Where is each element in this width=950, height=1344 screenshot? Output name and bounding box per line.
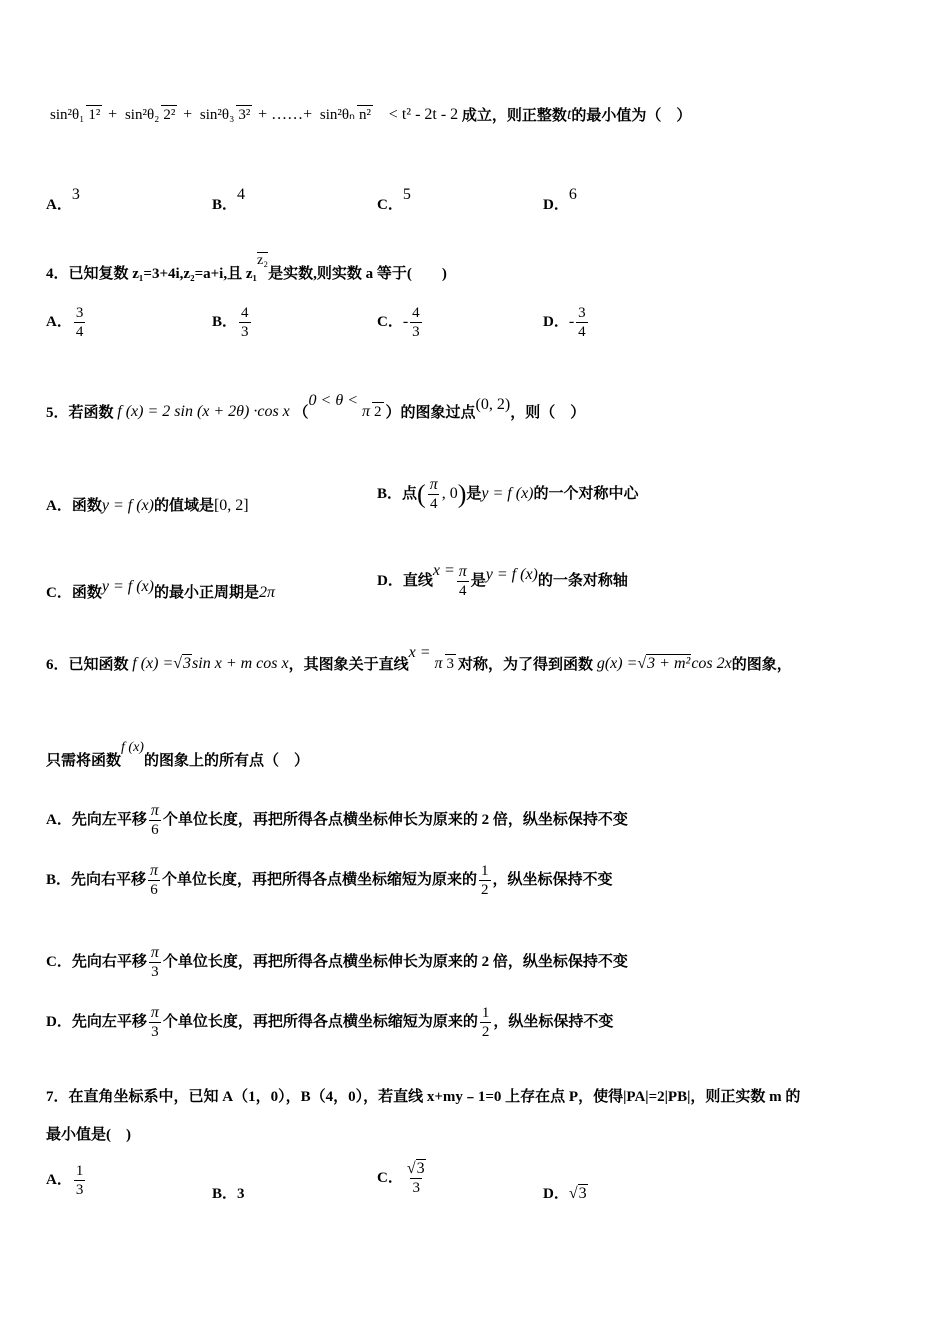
q7-option-a[interactable]: A． $\frac{1}{3}$ <box>46 1163 84 1198</box>
q3-term-2: sin²θ₂ 2² <box>124 106 176 124</box>
q3-option-d[interactable]: D．6 <box>543 186 577 213</box>
q4-option-c[interactable]: C．- $\frac{4}{3}$ <box>377 305 420 340</box>
q6-stem: 6．已知函数 f (x) =√3sin x + m cos x，其图象关于直线x =π 3 对称，为了得到函数 g(x) =√3 + m²cos 2x的图象， <box>46 644 792 674</box>
q3-term-3: sin²θ₃ 3² <box>199 106 251 124</box>
q6-option-a[interactable]: A．先向左平移 $\frac{\pi}{6}$ 个单位长度，再把所得各点横坐标伸长为原来的 2 倍，纵坐标保持不变 <box>46 802 628 838</box>
q3-option-a[interactable]: A．3 <box>46 186 80 213</box>
q5-stem: 5．若函数 f (x) = 2 sin (x + 2θ) ·cos x （0 < θ <π 2 ）的图象过点(0, 2)，则（ ） <box>46 392 586 422</box>
q4-option-d[interactable]: D．- $\frac{3}{4}$ <box>543 305 586 340</box>
q3-option-c[interactable]: C．5 <box>377 186 411 213</box>
q4-stem: 4．已知复数 z₁=3+4i,z₂=a+i,且 z₁z₂是实数,则实数 a 等于( ) <box>46 253 447 283</box>
q3-term-1: sin²θ₁ 1² <box>50 106 101 124</box>
q7-option-c[interactable]: C． $\frac{√3}{3}$ <box>377 1160 425 1196</box>
q3-term-n: sin²θₙ n² <box>319 106 372 124</box>
q6-stem-line2: 只需将函数f (x)的图象上的所有点（ ） <box>46 740 309 770</box>
q4-option-b[interactable]: B． $\frac{4}{3}$ <box>212 305 249 340</box>
q5-point: (0, 2) <box>475 396 511 413</box>
q3-stem: sin²θ₁ 1² + sin²θ₂ 2² + sin²θ₃ 3² + ……+ sin²θₙ n² < t² - 2t - 2 成立，则正整数t的最小值为（ ） <box>50 105 692 124</box>
q4-option-a[interactable]: A． $\frac{3}{4}$ <box>46 305 84 340</box>
q6-option-b[interactable]: B．先向右平移 $\frac{\pi}{6}$ 个单位长度，再把所得各点横坐标缩短为原来的 $\frac{1}{2}$ ，纵坐标保持不变 <box>46 862 613 898</box>
q6-option-c[interactable]: C．先向右平移 $\frac{\pi}{3}$ 个单位长度，再把所得各点横坐标伸长为原来的 2 倍，纵坐标保持不变 <box>46 944 628 980</box>
q5-option-b[interactable]: B．点( $\frac{\pi}{4}$ , 0)是y = f (x)的一个对称中心 <box>377 476 639 512</box>
q7-option-d[interactable]: D．√3 <box>543 1185 587 1202</box>
q3-inequality: < t² - 2t - 2 <box>388 105 459 123</box>
q7-stem-line2: 最小值是( ) <box>46 1127 131 1143</box>
q7-stem: 7．在直角坐标系中，已知 A（1，0），B（4，0），若直线 x+my﹣1=0 上存在点 P，使得|PA|=2|PB|，则正实数 m 的 <box>46 1089 801 1105</box>
q3-option-b[interactable]: B．4 <box>212 186 246 213</box>
q6-option-d[interactable]: D．先向左平移 $\frac{\pi}{3}$ 个单位长度，再把所得各点横坐标缩短为原来的 $\frac{1}{2}$ ，纵坐标保持不变 <box>46 1004 614 1040</box>
q5-option-a[interactable]: A．函数y = f (x)的值域是[0, 2] <box>46 497 249 514</box>
q5-function: f (x) = 2 sin (x + 2θ) ·cos x <box>117 402 290 420</box>
q5-option-d[interactable]: D．直线x = $\frac{\pi}{4}$ 是y = f (x)的一条对称轴 <box>377 562 628 600</box>
q5-option-c[interactable]: C．函数y = f (x)的最小正周期是2π <box>46 578 275 601</box>
q7-option-b[interactable]: B．3 <box>212 1186 245 1202</box>
